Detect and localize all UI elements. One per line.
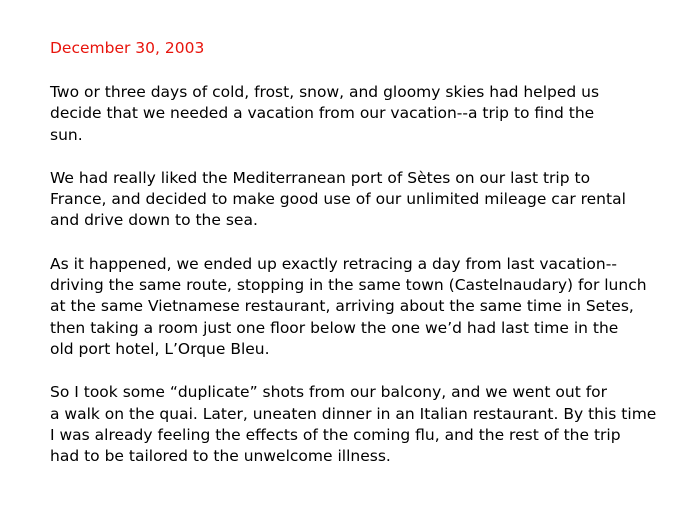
paragraph-line: had to be tailored to the unwelcome illness. — [50, 447, 391, 466]
paragraph-line: So I took some “duplicate” shots from our balcony, and we went out for — [50, 383, 608, 402]
paragraph-line: We had really liked the Mediterranean port of Sètes on our last trip to — [50, 168, 591, 187]
paragraph-line: and drive down to the sea. — [50, 211, 258, 230]
paragraph-3 — [50, 254, 650, 360]
journal-page — [50, 38, 657, 489]
paragraph-line: France, and decided to make good use of our unlimited mileage car rental — [50, 190, 626, 209]
entry-date: December 30, 2003 — [50, 39, 205, 57]
paragraph-line: at the same Vietnamese restaurant, arriving about the same time in Setes, — [50, 297, 634, 316]
paragraph-line: sun. — [50, 125, 83, 144]
paragraph-line: then taking a room just one floor below the one we’d had last time in the — [50, 318, 619, 337]
paragraph-line: a walk on the quai. Later, uneaten dinner in an Italian restaurant. By this time — [50, 404, 657, 423]
paragraph-1 — [50, 82, 650, 146]
paragraph-line: Two or three days of cold, frost, snow, and gloomy skies had helped us — [50, 83, 600, 101]
paragraph-line: driving the same route, stopping in the same town (Castelnaudary) for lunch — [50, 276, 647, 295]
paragraph-line: old port hotel, L’Orque Bleu. — [50, 339, 270, 358]
paragraph-line: As it happened, we ended up exactly retracing a day from last vacation-- — [50, 254, 617, 273]
paragraph-4 — [50, 382, 657, 467]
paragraph-line: decide that we needed a vacation from our vacation--a trip to find the — [50, 104, 595, 123]
paragraph-line: I was already feeling the effects of the coming flu, and the rest of the trip — [50, 425, 621, 444]
paragraph-2 — [50, 168, 650, 232]
